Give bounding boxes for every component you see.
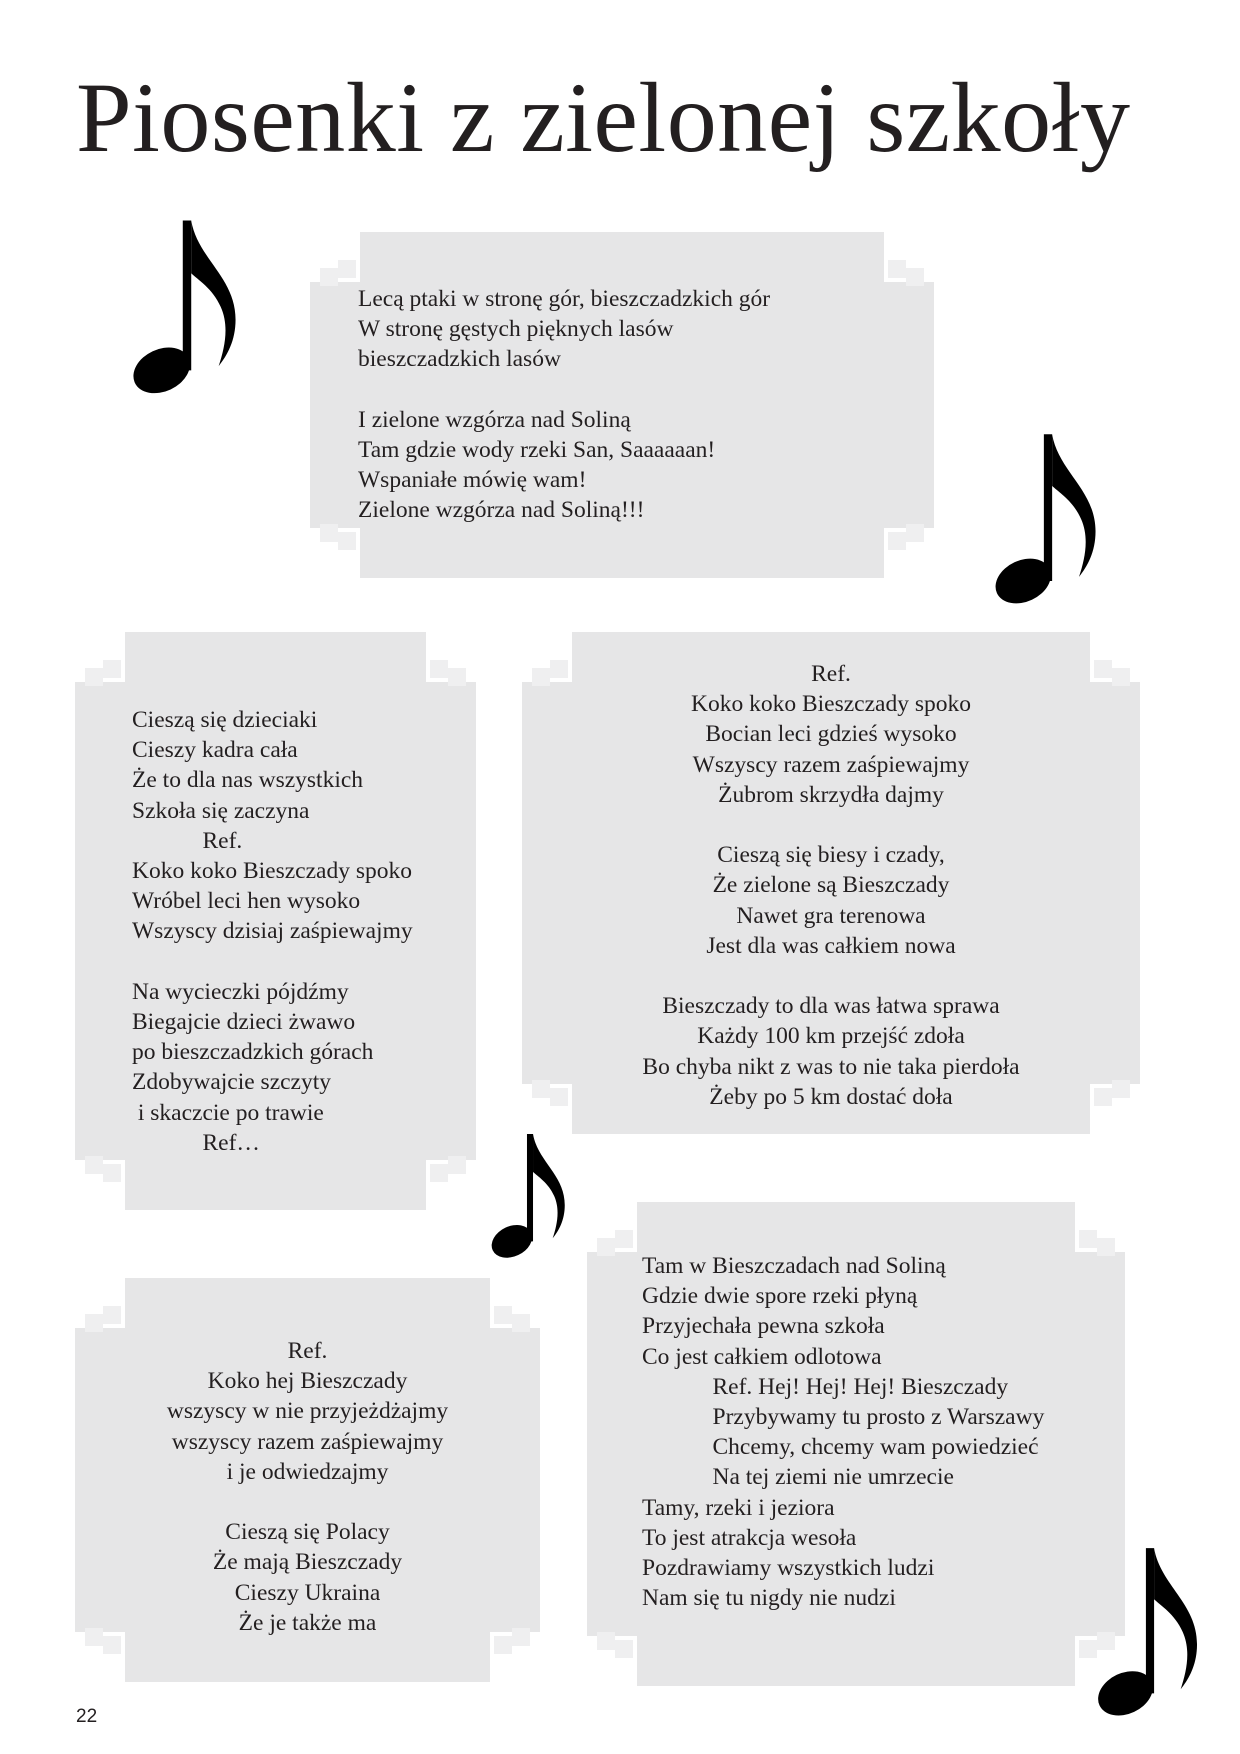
panel-pixel — [906, 268, 924, 286]
panel-pixel — [103, 660, 121, 678]
verse-line: Ref. Hej! Hej! Hej! Bieszczady — [642, 1373, 1009, 1400]
page-title: Piosenki z zielonej szkoły — [76, 62, 1131, 173]
verse-line: po bieszczadzkich górach — [132, 1039, 374, 1066]
verse-line: Chcemy, chcemy wam powiedzieć — [642, 1434, 1039, 1461]
verse-line: Tam gdzie wody rzeki San, Saaaaaan! — [358, 437, 716, 463]
verse-box — [310, 232, 934, 578]
verse-box — [587, 1202, 1125, 1686]
panel-pixel — [85, 1314, 103, 1332]
panel-pixel — [1097, 1238, 1115, 1256]
verse-line: i je odwiedzajmy — [226, 1458, 389, 1485]
panel-pixel — [597, 1238, 615, 1256]
verse-line: Zielone wzgórza nad Soliną!!! — [358, 497, 645, 524]
verse-line: Że je także ma — [238, 1609, 377, 1636]
verse-line: Przyjechała pewna szkoła — [642, 1313, 885, 1340]
verse-line: Ref. — [287, 1338, 328, 1364]
verse-line: bieszczadzkich lasów — [358, 346, 561, 373]
verse-spacer — [522, 961, 1140, 991]
panel-pixel — [615, 1640, 633, 1658]
verse-line: Pozdrawiamy wszystkich ludzi — [642, 1555, 935, 1582]
verse-line: Lecą ptaki w stronę gór, bieszczadzkich gór — [358, 286, 771, 312]
panel-pixel — [103, 1164, 121, 1182]
verse-line: Na tej ziemi nie umrzecie — [642, 1464, 954, 1491]
verse-line: Bo chyba nikt z was to nie taka pierdoła — [642, 1053, 1020, 1080]
verse-line: Cieszą się biesy i czady, — [717, 842, 945, 869]
verse-line: Ref. — [132, 827, 243, 854]
panel-pixel — [430, 660, 448, 678]
music-note-icon — [1090, 1540, 1210, 1724]
verse-line: Wszyscy razem zaśpiewajmy — [692, 751, 970, 778]
verse-line: Nawet gra terenowa — [736, 902, 926, 929]
panel-pixel — [888, 260, 906, 278]
panel-pixel — [906, 524, 924, 542]
page-number: 22 — [76, 1706, 98, 1727]
verse-line: Koko hej Bieszczady — [207, 1368, 408, 1395]
verse-line: To jest atrakcja wesoła — [642, 1524, 857, 1551]
verse-line: Bocian leci gdzieś wysoko — [705, 721, 957, 748]
panel-pixel — [320, 268, 338, 286]
verse-box — [75, 1278, 540, 1682]
verse-line: Cieszy Ukraina — [234, 1579, 381, 1606]
panel-pixel — [597, 1632, 615, 1650]
verse-line: Ref… — [132, 1129, 260, 1156]
verse-line: wszyscy w nie przyjeżdżajmy — [166, 1398, 449, 1425]
verse-box — [75, 632, 476, 1210]
verse-line: I zielone wzgórza nad Soliną — [358, 406, 631, 433]
panel-pixel — [338, 260, 356, 278]
verse-line: Zdobywajcie szczyty — [132, 1069, 332, 1096]
panel-pixel — [338, 532, 356, 550]
verse-lines — [522, 659, 1140, 1112]
verse-line: Tam w Bieszczadach nad Soliną — [642, 1253, 946, 1279]
verse-line: Koko koko Bieszczady spoko — [691, 691, 971, 718]
verse-line: Wszyscy dzisiaj zaśpiewajmy — [132, 918, 413, 945]
verse-line: Żubrom skrzydła dajmy — [718, 781, 944, 808]
verse-line: i skaczcie po trawie — [132, 1099, 324, 1126]
music-note-icon — [128, 212, 246, 402]
verse-lines — [642, 1251, 1044, 1613]
verse-line: Gdzie dwie spore rzeki płyną — [642, 1283, 918, 1310]
verse-line: Żeby po 5 km dostać doła — [709, 1083, 953, 1110]
panel-pixel — [888, 532, 906, 550]
panel-pixel — [494, 1636, 512, 1654]
panel-pixel — [1079, 1230, 1097, 1248]
verse-line: Szkoła się zaczyna — [132, 797, 310, 824]
music-note-icon — [988, 426, 1108, 612]
verse-line: Koko koko Bieszczady spoko — [132, 858, 412, 885]
panel-pixel — [448, 1156, 466, 1174]
verse-line: Że mają Bieszczady — [212, 1549, 403, 1576]
verse-line: Tamy, rzeki i jeziora — [642, 1494, 835, 1521]
verse-line: Jest dla was całkiem nowa — [706, 932, 956, 959]
verse-line: Przybywamy tu prosto z Warszawy — [642, 1404, 1045, 1431]
panel-pixel — [85, 1156, 103, 1174]
verse-line: Ref. — [811, 661, 851, 687]
verse-spacer — [132, 947, 413, 977]
music-note-icon — [488, 1128, 572, 1264]
verse-line: Cieszą się dzieciaki — [132, 707, 318, 733]
panel-pixel — [494, 1306, 512, 1324]
verse-box — [522, 632, 1140, 1134]
panel-pixel — [615, 1230, 633, 1248]
panel-pixel — [320, 524, 338, 542]
verse-line: Cieszą się Polacy — [225, 1519, 390, 1546]
verse-line: Cieszy kadra cała — [132, 737, 298, 764]
verse-line: Że zielone są Bieszczady — [712, 872, 950, 899]
verse-spacer — [75, 1487, 540, 1517]
panel-pixel — [85, 668, 103, 686]
panel-pixel — [430, 1164, 448, 1182]
verse-spacer — [522, 810, 1140, 840]
panel-pixel — [103, 1636, 121, 1654]
panel-pixel — [512, 1314, 530, 1332]
verse-lines — [132, 705, 413, 1158]
verse-line: W stronę gęstych pięknych lasów — [358, 316, 674, 343]
verse-line: Każdy 100 km przejść zdoła — [697, 1023, 965, 1050]
verse-lines — [75, 1336, 540, 1638]
verse-spacer — [358, 375, 770, 405]
verse-line: Bieszczady to dla was łatwa sprawa — [662, 993, 1000, 1020]
panel-pixel — [448, 668, 466, 686]
verse-line: Wspaniałe mówię wam! — [358, 467, 587, 494]
verse-line: wszyscy razem zaśpiewajmy — [171, 1428, 444, 1455]
verse-line: Wróbel leci hen wysoko — [132, 888, 361, 915]
panel-pixel — [103, 1306, 121, 1324]
verse-line: Nam się tu nigdy nie nudzi — [642, 1585, 896, 1612]
verse-line: Na wycieczki pójdźmy — [132, 978, 349, 1005]
verse-line: Biegajcie dzieci żwawo — [132, 1009, 356, 1036]
verse-line: Że to dla nas wszystkich — [132, 767, 364, 794]
verse-lines — [358, 284, 770, 526]
verse-line: Co jest całkiem odlotowa — [642, 1343, 882, 1370]
